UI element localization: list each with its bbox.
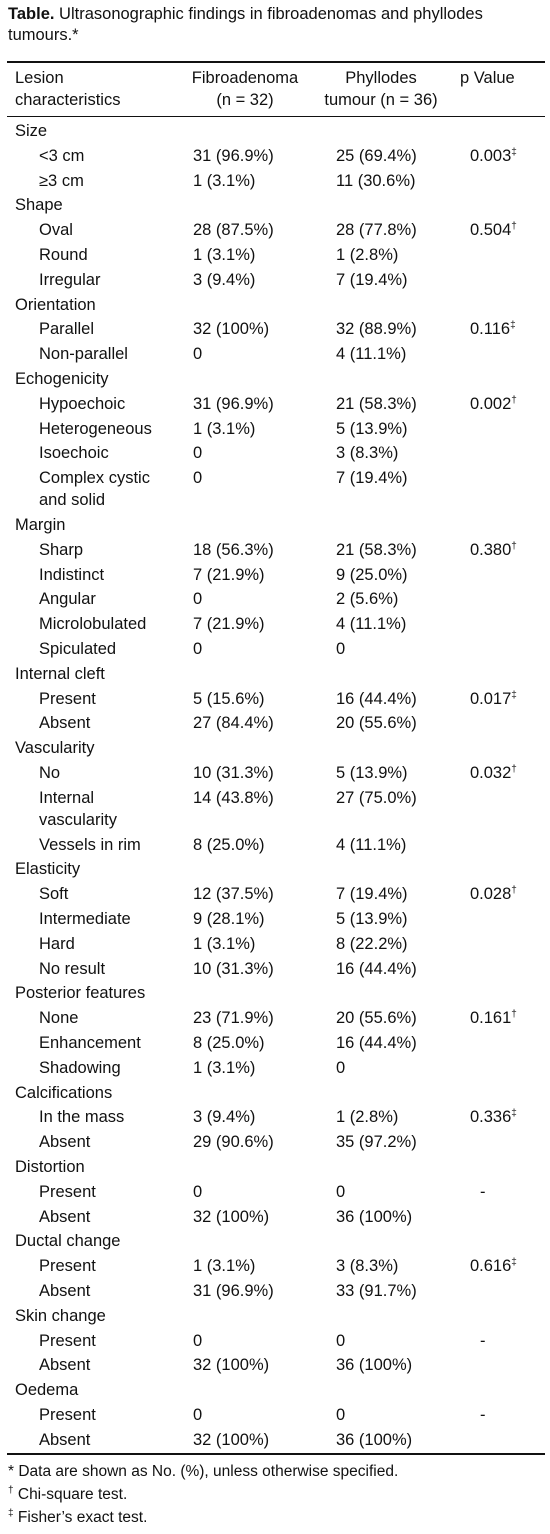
fibroadenoma-value: 32 (100%)	[193, 1356, 270, 1375]
row-label: Complex cystic	[39, 469, 150, 488]
phyllodes-value: 5 (13.9%)	[336, 419, 408, 438]
fibroadenoma-value: 8 (25.0%)	[193, 1034, 265, 1052]
p-value	[470, 762, 517, 784]
p-value	[480, 1404, 486, 1426]
row-label: Absent	[39, 1356, 91, 1375]
row-label: ≥3 cm	[39, 171, 84, 190]
footnote-mark: *	[8, 1463, 15, 1480]
fibroadenoma-value: 18 (56.3%)	[193, 540, 274, 559]
fibroadenoma-value: 0	[193, 1406, 203, 1424]
p-value	[470, 883, 517, 905]
p-value-test-mark: ‡	[511, 146, 517, 158]
row-label: Soft	[39, 885, 69, 904]
phyllodes-value: 0	[336, 1058, 346, 1077]
phyllodes-value: 20 (55.6%)	[336, 714, 417, 733]
row-label-continued: vascularity	[39, 810, 117, 829]
p-value-number: 0.504	[470, 221, 512, 240]
p-value-test-mark: †	[511, 394, 517, 406]
row-label: Hard	[39, 934, 75, 953]
table-title	[8, 4, 544, 46]
row-label: Absent	[39, 1282, 91, 1300]
p-value-number: 0.028	[470, 885, 512, 904]
footnote	[8, 1508, 147, 1528]
fibroadenoma-value: 0	[193, 590, 203, 609]
phyllodes-value: 4 (11.1%)	[336, 835, 407, 854]
phyllodes-value: 33 (91.7%)	[336, 1282, 417, 1300]
row-label: Present	[39, 689, 96, 708]
p-value-number: -	[480, 1331, 486, 1350]
fibroadenoma-value: 14 (43.8%)	[193, 788, 274, 807]
p-value-test-mark: †	[511, 1009, 517, 1021]
p-value	[470, 145, 517, 167]
row-label: Round	[39, 246, 88, 264]
table-label: Table.	[8, 5, 55, 23]
row-label: Vessels in rim	[39, 835, 141, 854]
fibroadenoma-value: 1 (3.1%)	[193, 934, 256, 953]
row-label: <3 cm	[39, 146, 85, 165]
row-label: Indistinct	[39, 565, 105, 584]
phyllodes-value: 3 (8.3%)	[336, 1257, 399, 1276]
phyllodes-value: 36 (100%)	[336, 1356, 413, 1375]
fibroadenoma-value: 9 (28.1%)	[193, 910, 265, 928]
p-value	[470, 688, 517, 710]
fibroadenoma-value: 3 (9.4%)	[193, 270, 256, 289]
row-label: Irregular	[39, 270, 101, 289]
fibroadenoma-value: 1 (3.1%)	[193, 1058, 256, 1077]
row-label: Present	[39, 1257, 96, 1276]
row-label: Isoechoic	[39, 444, 109, 463]
p-value-test-mark: †	[511, 221, 517, 233]
column-header-fibroadenoma: Fibroadenoma (n = 32)	[191, 69, 299, 109]
phyllodes-value: 25 (69.4%)	[336, 146, 417, 165]
category-label: Elasticity	[15, 860, 81, 879]
p-value-test-mark: ‡	[511, 1108, 517, 1120]
row-label: Shadowing	[39, 1058, 121, 1077]
p-value-number: 0.116	[470, 320, 511, 339]
p-value-number: 0.032	[470, 764, 512, 782]
phyllodes-value: 35 (97.2%)	[336, 1133, 417, 1152]
phyllodes-value: 8 (22.2%)	[336, 934, 408, 953]
p-value	[470, 318, 516, 340]
top-rule	[7, 61, 545, 63]
category-label: Size	[15, 122, 48, 140]
column-header-lesion: Lesion characteristics	[15, 69, 121, 109]
p-value	[470, 1007, 517, 1029]
category-label: Vascularity	[15, 739, 95, 758]
phyllodes-value: 0	[336, 1406, 346, 1424]
phyllodes-value: 28 (77.8%)	[336, 221, 417, 240]
fibroadenoma-value: 31 (96.9%)	[193, 146, 274, 165]
fibroadenoma-value: 7 (21.9%)	[193, 615, 265, 634]
p-value	[470, 219, 517, 241]
row-label: Intermediate	[39, 910, 131, 928]
footnote-text: Fisher’s exact test.	[13, 1509, 148, 1526]
fibroadenoma-value: 0	[193, 444, 203, 463]
row-label: No result	[39, 959, 106, 978]
row-label: In the mass	[39, 1108, 125, 1127]
fibroadenoma-value: 10 (31.3%)	[193, 959, 274, 978]
fibroadenoma-value: 1 (3.1%)	[193, 419, 256, 438]
p-value-test-mark: †	[511, 885, 517, 897]
p-value	[480, 1181, 486, 1203]
phyllodes-value: 3 (8.3%)	[336, 444, 399, 463]
row-label: Oval	[39, 221, 73, 240]
table-caption: Ultrasonographic findings in fibroadenomas and phyllodes tumours.*	[8, 5, 483, 44]
p-value-number: 0.336	[470, 1108, 512, 1127]
row-label: Non-parallel	[39, 345, 128, 364]
p-value-number: 0.161	[470, 1009, 512, 1028]
phyllodes-value: 20 (55.6%)	[336, 1009, 417, 1028]
row-label: Internal	[39, 788, 95, 807]
category-label: Oedema	[15, 1381, 79, 1400]
row-label: Angular	[39, 590, 96, 609]
fibroadenoma-value: 12 (37.5%)	[193, 885, 274, 904]
p-value-number: 0.017	[470, 689, 512, 708]
category-label: Skin change	[15, 1306, 106, 1325]
footnote-text: Chi-square test.	[13, 1486, 128, 1503]
fibroadenoma-value: 32 (100%)	[193, 1430, 270, 1449]
row-label: Present	[39, 1182, 96, 1201]
fibroadenoma-value: 32 (100%)	[193, 320, 270, 339]
p-value-test-mark: †	[511, 764, 517, 775]
phyllodes-value: 2 (5.6%)	[336, 590, 399, 609]
p-value-test-mark: ‡	[511, 689, 517, 701]
phyllodes-value: 0	[336, 640, 346, 658]
phyllodes-value: 16 (44.4%)	[336, 1034, 417, 1052]
row-label: Absent	[39, 1133, 91, 1152]
phyllodes-value: 21 (58.3%)	[336, 540, 417, 559]
row-label: Parallel	[39, 320, 95, 339]
phyllodes-value: 7 (19.4%)	[336, 270, 408, 289]
phyllodes-value: 1 (2.8%)	[336, 246, 399, 264]
fibroadenoma-value: 0	[193, 1331, 203, 1350]
p-value-test-mark: †	[511, 540, 517, 552]
bottom-rule	[7, 1453, 545, 1455]
phyllodes-value: 21 (58.3%)	[336, 394, 417, 413]
phyllodes-value: 36 (100%)	[336, 1207, 413, 1226]
row-label: Present	[39, 1406, 96, 1424]
column-header-phyllodes: Phyllodes tumour (n = 36)	[324, 69, 438, 109]
row-label: Present	[39, 1331, 96, 1350]
fibroadenoma-value: 0	[193, 640, 203, 658]
p-value	[470, 393, 517, 415]
row-label: Microlobulated	[39, 615, 147, 634]
phyllodes-value: 36 (100%)	[336, 1430, 413, 1449]
p-value-number: -	[480, 1406, 486, 1424]
fibroadenoma-value: 32 (100%)	[193, 1207, 270, 1226]
row-label: Heterogeneous	[39, 419, 152, 438]
footnote	[8, 1485, 127, 1505]
category-label: Ductal change	[15, 1232, 121, 1251]
phyllodes-value: 4 (11.1%)	[336, 345, 407, 364]
row-label: Absent	[39, 714, 91, 733]
p-value-number: 0.003	[470, 146, 512, 165]
fibroadenoma-value: 31 (96.9%)	[193, 1282, 274, 1300]
footnote-mark: ‡	[8, 1508, 14, 1519]
footnote-text: Data are shown as No. (%), unless otherwise specified.	[14, 1463, 399, 1480]
row-label: No	[39, 764, 61, 782]
row-label: Hypoechoic	[39, 394, 126, 413]
phyllodes-value: 32 (88.9%)	[336, 320, 417, 339]
row-label: Absent	[39, 1207, 91, 1226]
row-label-continued: and solid	[39, 491, 106, 510]
phyllodes-value: 5 (13.9%)	[336, 764, 408, 782]
phyllodes-value: 7 (19.4%)	[336, 469, 408, 488]
p-value-number: 0.002	[470, 394, 512, 413]
phyllodes-value: 1 (2.8%)	[336, 1108, 399, 1127]
row-label: None	[39, 1009, 79, 1028]
phyllodes-value: 4 (11.1%)	[336, 615, 407, 634]
row-label: Enhancement	[39, 1034, 141, 1052]
p-value-test-mark: ‡	[510, 320, 516, 332]
footnote-mark: †	[8, 1485, 14, 1496]
p-value-number: 0.380	[470, 540, 512, 559]
phyllodes-value: 11 (30.6%)	[336, 171, 416, 190]
fibroadenoma-value: 0	[193, 1182, 203, 1201]
row-label: Sharp	[39, 540, 84, 559]
fibroadenoma-value: 23 (71.9%)	[193, 1009, 274, 1028]
fibroadenoma-value: 7 (21.9%)	[193, 565, 265, 584]
p-value-test-mark: ‡	[511, 1257, 517, 1269]
p-value-number: -	[480, 1182, 486, 1201]
p-value	[470, 539, 517, 561]
category-label: Internal cleft	[15, 664, 105, 683]
row-label: Spiculated	[39, 640, 117, 658]
fibroadenoma-value: 29 (90.6%)	[193, 1133, 274, 1152]
category-label: Calcifications	[15, 1083, 113, 1102]
fibroadenoma-value: 8 (25.0%)	[193, 835, 265, 854]
fibroadenoma-value: 1 (3.1%)	[193, 1257, 256, 1276]
category-label: Distortion	[15, 1158, 85, 1176]
fibroadenoma-value: 1 (3.1%)	[193, 171, 256, 190]
p-value	[470, 1255, 517, 1277]
category-label: Orientation	[15, 295, 96, 314]
column-header-p-value: p Value	[460, 69, 515, 87]
phyllodes-value: 16 (44.4%)	[336, 959, 417, 978]
row-label: Absent	[39, 1430, 91, 1449]
phyllodes-value: 5 (13.9%)	[336, 910, 408, 928]
phyllodes-value: 9 (25.0%)	[336, 565, 408, 584]
category-label: Echogenicity	[15, 370, 109, 388]
fibroadenoma-value: 5 (15.6%)	[193, 689, 265, 708]
fibroadenoma-value: 27 (84.4%)	[193, 714, 274, 733]
phyllodes-value: 0	[336, 1331, 346, 1350]
category-label: Shape	[15, 196, 63, 215]
fibroadenoma-value: 3 (9.4%)	[193, 1108, 256, 1127]
phyllodes-value: 7 (19.4%)	[336, 885, 408, 904]
fibroadenoma-value: 31 (96.9%)	[193, 394, 274, 413]
phyllodes-value: 16 (44.4%)	[336, 689, 417, 708]
fibroadenoma-value: 10 (31.3%)	[193, 764, 274, 782]
p-value-number: 0.616	[470, 1257, 512, 1276]
p-value	[470, 1106, 517, 1128]
fibroadenoma-value: 28 (87.5%)	[193, 221, 274, 240]
fibroadenoma-value: 0	[193, 469, 203, 488]
footnote	[8, 1462, 398, 1482]
category-label: Margin	[15, 516, 66, 534]
fibroadenoma-value: 1 (3.1%)	[193, 246, 256, 264]
p-value	[480, 1330, 486, 1352]
phyllodes-value: 27 (75.0%)	[336, 788, 417, 807]
phyllodes-value: 0	[336, 1182, 346, 1201]
category-label: Posterior features	[15, 984, 146, 1003]
header-rule	[7, 116, 545, 117]
fibroadenoma-value: 0	[193, 345, 203, 364]
